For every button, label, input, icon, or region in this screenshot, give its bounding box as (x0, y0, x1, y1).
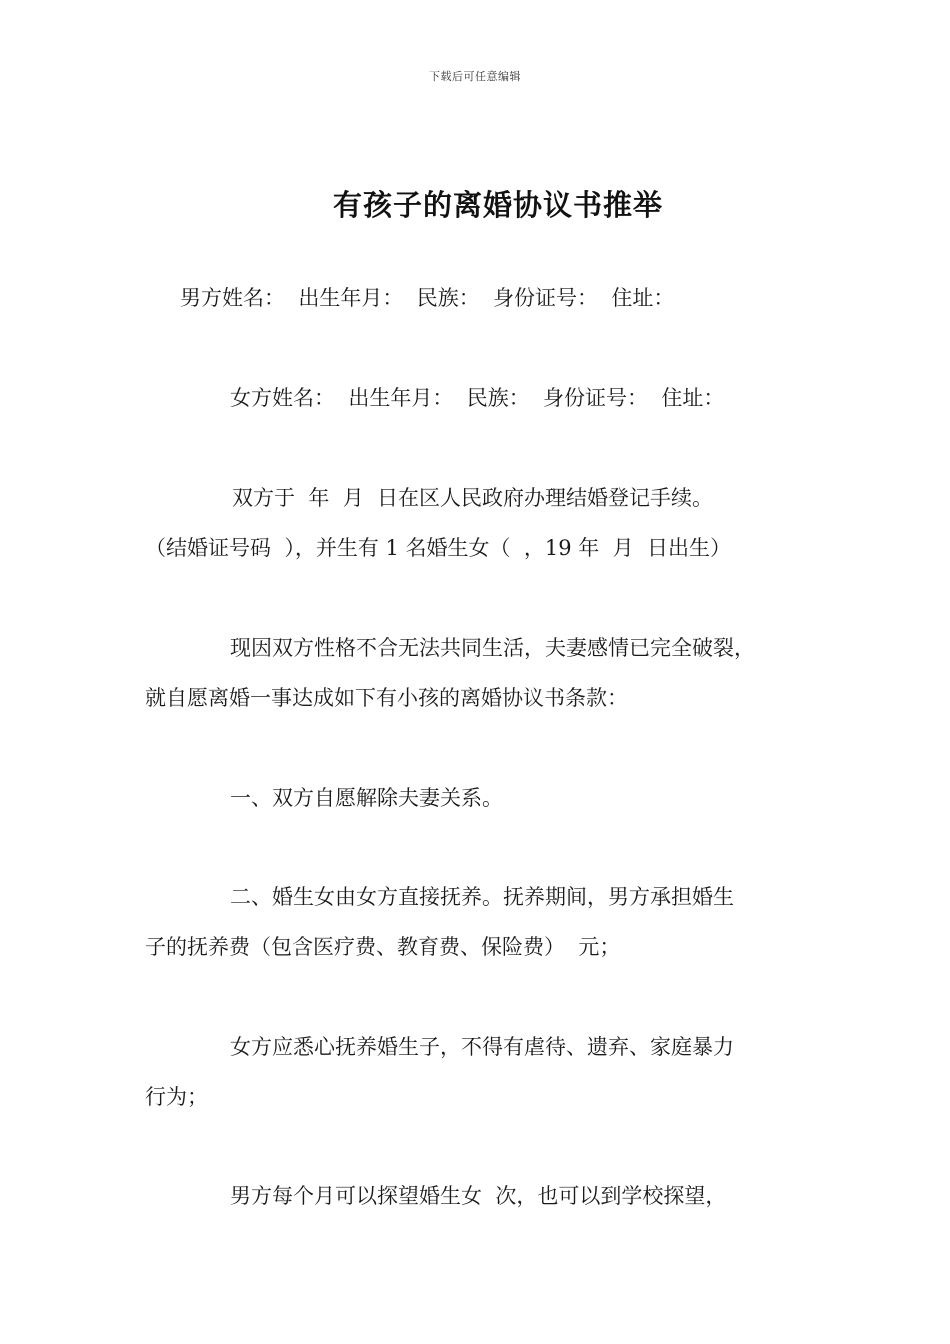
marriage-certificate-line: （结婚证号码 ），并生有 1 名婚生女（ ，19 年 月 日出生） (145, 536, 732, 560)
divorce-agreement-intro-line: 就自愿离婚一事达成如下有小孩的离婚协议书条款： (145, 686, 628, 710)
clause-two-line: 二、婚生女由女方直接抚养。抚养期间，男方承担婚生 (230, 885, 734, 909)
female-party-info-line: 女方姓名： 出生年月： 民族： 身份证号： 住址： (230, 386, 725, 410)
divorce-reason-line: 现因双方性格不合无法共同生活，夫妻感情已完全破裂， (230, 636, 755, 660)
child-support-line: 子的抚养费（包含医疗费、教育费、保险费） 元； (145, 935, 621, 959)
clause-one-line: 一、双方自愿解除夫妻关系。 (230, 786, 503, 810)
male-party-info-line: 男方姓名： 出生年月： 民族： 身份证号： 住址： (180, 286, 675, 310)
visitation-line: 男方每个月可以探望婚生女 次，也可以到学校探望， (230, 1184, 727, 1208)
marriage-registration-line: 双方于 年 月 日在区人民政府办理结婚登记手续。 (232, 486, 714, 510)
document-title: 有孩子的离婚协议书推举 (332, 188, 663, 222)
mother-duty-line: 女方应悉心抚养婚生子，不得有虐待、遗弃、家庭暴力 (230, 1035, 734, 1059)
header-note: 下载后可任意编辑 (429, 70, 521, 83)
mother-duty-continued-line: 行为； (145, 1085, 208, 1109)
